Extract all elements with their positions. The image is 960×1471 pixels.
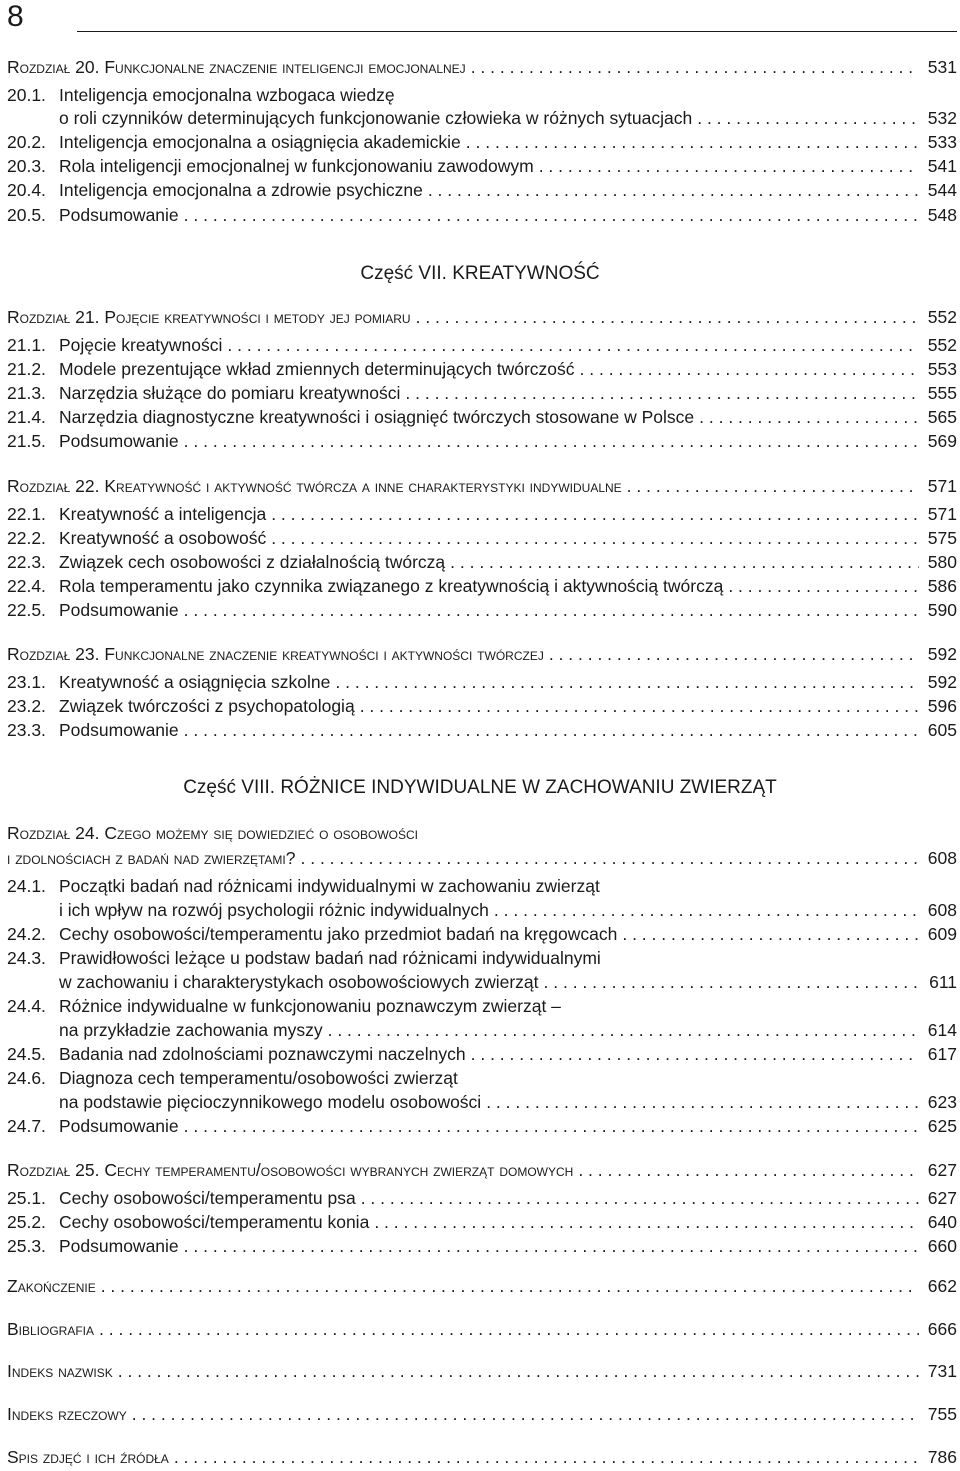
page-ref: 666 — [927, 1319, 957, 1339]
leader-dots — [328, 1019, 919, 1041]
section-24-1-entry-line2[interactable] — [7, 899, 957, 921]
page-ref: 532 — [927, 108, 957, 128]
section-title: Związek twórczości z psychopatologią — [59, 696, 355, 716]
section-title-cont: i ich wpływ na rozwój psychologii różnic indywidualnych — [59, 900, 489, 920]
leader-dots — [549, 643, 919, 665]
section-title: Inteligencja emocjonalna a zdrowie psychiczne — [59, 180, 423, 200]
section-title: Cechy osobowości/temperamentu psa — [59, 1188, 356, 1208]
section-title: Cechy osobowości/temperamentu konia — [59, 1212, 370, 1232]
section-title: Rola inteligencji emocjonalnej w funkcjonowaniu zawodowym — [59, 156, 534, 176]
zakonczenie-entry[interactable] — [7, 1275, 957, 1297]
section-title-cont: w zachowaniu i charakterystykach osobowościowych zwierząt — [59, 972, 539, 992]
section-25-1-entry[interactable] — [7, 1187, 957, 1209]
section-title-cont: na podstawie pięcioczynnikowego modelu osobowości — [59, 1092, 482, 1112]
chapter-title: Rozdział 21. Pojęcie kreatywności i metody jej pomiaru — [7, 307, 411, 327]
section-24-6-entry-line2[interactable] — [7, 1091, 957, 1113]
leader-dots — [580, 358, 919, 380]
section-title: Modele prezentujące wkład zmiennych determinujących twórczość — [59, 359, 575, 379]
leader-dots — [450, 551, 919, 573]
section-24-6-entry-line1[interactable] — [7, 1067, 957, 1089]
section-20-2-entry[interactable] — [7, 131, 957, 153]
section-title: Cechy osobowości/temperamentu jako przedmiot badań na kręgowcach — [59, 924, 618, 944]
section-number: 22.1. — [7, 504, 46, 524]
section-title: Inteligencja emocjonalna a osiągnięcia akademickie — [59, 132, 461, 152]
page-ref: 565 — [927, 407, 957, 427]
chapter-24-entry-line1[interactable] — [7, 822, 957, 844]
section-title: Narzędzia służące do pomiaru kreatywności — [59, 383, 401, 403]
leader-dots — [405, 382, 919, 404]
leader-dots — [578, 1159, 919, 1181]
page-ref: 569 — [927, 431, 957, 451]
section-title: Związek cech osobowości z działalnością twórczą — [59, 552, 446, 572]
indeks-rzeczowy-entry[interactable] — [7, 1403, 957, 1425]
section-title: Narzędzia diagnostyczne kreatywności i osiągnięć twórczych stosowane w Polsce — [59, 407, 695, 427]
section-20-1-entry-line2[interactable] — [7, 107, 957, 129]
leader-dots — [494, 899, 919, 921]
section-number: 20.2. — [7, 132, 46, 152]
page-ref: 662 — [927, 1276, 957, 1296]
page-ref: 575 — [927, 528, 957, 548]
page-ref: 786 — [927, 1447, 957, 1467]
chapter-title-cont: i zdolnościach z badań nad zwierzętami? — [7, 848, 296, 868]
page-ref: 544 — [927, 180, 957, 200]
section-23-1-entry[interactable] — [7, 671, 957, 693]
page-ref: 541 — [927, 156, 957, 176]
section-number: 24.7. — [7, 1116, 46, 1136]
section-22-4-entry[interactable] — [7, 575, 957, 597]
section-number: 24.3. — [7, 948, 46, 968]
chapter-title: Rozdział 22. Kreatywność i aktywność twórcza a inne charakterystyki indywidualne — [7, 476, 622, 496]
section-number: 24.1. — [7, 876, 46, 896]
chapter-24-entry-line2[interactable] — [7, 847, 957, 869]
chapter-title: Rozdział 20. Funkcjonalne znaczenie inteligencji emocjonalnej — [7, 57, 466, 77]
leader-dots — [184, 1235, 919, 1257]
page-ref: 552 — [927, 335, 957, 355]
page-ref: 731 — [927, 1361, 957, 1381]
section-24-1-entry-line1[interactable] — [7, 875, 957, 897]
section-title: Kreatywność a osobowość — [59, 528, 267, 548]
section-22-2-entry[interactable] — [7, 527, 957, 549]
section-number: 20.4. — [7, 180, 46, 200]
page-ref: 614 — [927, 1020, 957, 1040]
section-number: 24.4. — [7, 996, 46, 1016]
chapter-22-entry[interactable] — [7, 475, 957, 497]
leader-dots — [699, 406, 919, 428]
leader-dots — [539, 155, 919, 177]
section-number: 24.2. — [7, 924, 46, 944]
leader-dots — [301, 847, 920, 869]
section-23-2-entry[interactable] — [7, 695, 957, 717]
back-matter-title: Indeks nazwisk — [7, 1361, 113, 1381]
section-title: Podsumowanie — [59, 431, 179, 451]
leader-dots — [184, 599, 919, 621]
section-22-5-entry[interactable] — [7, 599, 957, 621]
page-ref: 531 — [927, 57, 957, 77]
section-number: 21.5. — [7, 431, 46, 451]
section-number: 23.1. — [7, 672, 46, 692]
page-ref: 553 — [927, 359, 957, 379]
leader-dots — [471, 1043, 919, 1065]
section-number: 24.6. — [7, 1068, 46, 1088]
section-number: 21.3. — [7, 383, 46, 403]
section-24-3-entry-line1[interactable] — [7, 947, 957, 969]
leader-dots — [184, 430, 919, 452]
section-number: 22.3. — [7, 552, 46, 572]
section-title: Pojęcie kreatywności — [59, 335, 223, 355]
chapter-25-entry[interactable] — [7, 1159, 957, 1181]
leader-dots — [697, 107, 919, 129]
section-24-4-entry-line2[interactable] — [7, 1019, 957, 1041]
section-number: 25.3. — [7, 1236, 46, 1256]
section-number: 21.1. — [7, 335, 46, 355]
page-ref: 625 — [927, 1116, 957, 1136]
page-ref: 608 — [927, 848, 957, 868]
section-number: 22.2. — [7, 528, 46, 548]
page-ref: 592 — [927, 672, 957, 692]
leader-dots — [374, 1211, 919, 1233]
section-21-5-entry[interactable] — [7, 430, 957, 452]
back-matter-title: Bibliografia — [7, 1319, 95, 1339]
leader-dots — [99, 1318, 919, 1340]
page-ref: 596 — [927, 696, 957, 716]
leader-dots — [184, 204, 919, 226]
section-title: Prawidłowości leżące u podstaw badań nad różnicami indywidualnymi — [59, 948, 601, 968]
leader-dots — [544, 971, 919, 993]
chapter-title: Rozdział 23. Funkcjonalne znaczenie kreatywności i aktywności twórczej — [7, 644, 544, 664]
section-title: Rola temperamentu jako czynnika związanego z kreatywnością i aktywnością twórczą — [59, 576, 724, 596]
leader-dots — [416, 306, 919, 328]
page-ref: 533 — [927, 132, 957, 152]
page-ref: 590 — [927, 600, 957, 620]
chapter-21-entry[interactable] — [7, 306, 957, 328]
bibliografia-entry[interactable] — [7, 1318, 957, 1340]
leader-dots — [466, 131, 919, 153]
section-number: 20.1. — [7, 85, 46, 105]
leader-dots — [184, 719, 919, 741]
page-ref: 548 — [927, 205, 957, 225]
page-ref: 571 — [927, 504, 957, 524]
section-title: Diagnoza cech temperamentu/osobowości zwierząt — [59, 1068, 458, 1088]
leader-dots — [360, 695, 919, 717]
section-title: Kreatywność a osiągnięcia szkolne — [59, 672, 331, 692]
chapter-title: Rozdział 25. Cechy temperamentu/osobowości wybranych zwierząt domowych — [7, 1160, 574, 1180]
leader-dots — [486, 1091, 919, 1113]
leader-dots — [361, 1187, 919, 1209]
page-ref: 608 — [927, 900, 957, 920]
section-24-2-entry[interactable] — [7, 923, 957, 945]
leader-dots — [428, 179, 919, 201]
page-ref: 660 — [927, 1236, 957, 1256]
leader-dots — [335, 671, 919, 693]
section-title: Kreatywność a inteligencja — [59, 504, 267, 524]
leader-dots — [184, 1115, 919, 1137]
page-number: 8 — [7, 0, 24, 33]
leader-dots — [101, 1275, 919, 1297]
section-21-4-entry[interactable] — [7, 406, 957, 428]
page-ref: 611 — [929, 972, 957, 992]
page-ref: 627 — [927, 1160, 957, 1180]
section-title: Podsumowanie — [59, 1236, 179, 1256]
section-20-3-entry[interactable] — [7, 155, 957, 177]
section-22-3-entry[interactable] — [7, 551, 957, 573]
section-21-3-entry[interactable] — [7, 382, 957, 404]
section-number: 25.2. — [7, 1212, 46, 1232]
chapter-23-entry[interactable] — [7, 643, 957, 665]
leader-dots — [271, 503, 919, 525]
page-ref: 627 — [927, 1188, 957, 1208]
section-22-1-entry[interactable] — [7, 503, 957, 525]
leader-dots — [132, 1403, 919, 1425]
section-title: Podsumowanie — [59, 720, 179, 740]
section-title: Różnice indywidualne w funkcjonowaniu poznawczym zwierząt – — [59, 996, 561, 1016]
header-rule — [77, 31, 957, 32]
spis-zdjec-entry[interactable] — [7, 1446, 957, 1468]
section-20-5-entry[interactable] — [7, 204, 957, 226]
section-24-3-entry-line2[interactable] — [7, 971, 957, 993]
section-number: 20.5. — [7, 205, 46, 225]
indeks-nazwisk-entry[interactable] — [7, 1360, 957, 1382]
page-ref: 605 — [927, 720, 957, 740]
chapter-title: Rozdział 24. Czego możemy się dowiedzieć o osobowości — [7, 823, 418, 843]
section-title: Podsumowanie — [59, 205, 179, 225]
chapter-20-entry[interactable] — [7, 56, 957, 78]
section-title: Badania nad zdolnościami poznawczymi naczelnych — [59, 1044, 466, 1064]
page-ref: 586 — [927, 576, 957, 596]
section-number: 21.2. — [7, 359, 46, 379]
section-number: 22.5. — [7, 600, 46, 620]
section-number: 24.5. — [7, 1044, 46, 1064]
page-ref: 640 — [927, 1212, 957, 1232]
section-number: 22.4. — [7, 576, 46, 596]
page-ref: 592 — [927, 644, 957, 664]
section-24-4-entry-line1[interactable] — [7, 995, 957, 1017]
page-ref: 580 — [927, 552, 957, 572]
section-number: 21.4. — [7, 407, 46, 427]
section-title-cont: na przykładzie zachowania myszy — [59, 1020, 323, 1040]
section-title: Inteligencja emocjonalna wzbogaca wiedzę — [59, 85, 395, 105]
section-25-2-entry[interactable] — [7, 1211, 957, 1233]
section-23-3-entry[interactable] — [7, 719, 957, 741]
leader-dots — [227, 334, 919, 356]
leader-dots — [471, 56, 919, 78]
page-ref: 552 — [927, 307, 957, 327]
section-number: 23.2. — [7, 696, 46, 716]
section-number: 23.3. — [7, 720, 46, 740]
section-number: 25.1. — [7, 1188, 46, 1208]
section-title: Podsumowanie — [59, 600, 179, 620]
section-21-2-entry[interactable] — [7, 358, 957, 380]
section-20-4-entry[interactable] — [7, 179, 957, 201]
leader-dots — [174, 1446, 919, 1468]
part-8-heading: Część VIII. RÓŻNICE INDYWIDUALNE W ZACHOWANIU ZWIERZĄT — [183, 777, 777, 798]
section-21-1-entry[interactable] — [7, 334, 957, 356]
page-ref: 555 — [927, 383, 957, 403]
section-20-1-entry-line1[interactable] — [7, 84, 957, 106]
section-title: Początki badań nad różnicami indywidualnymi w zachowaniu zwierząt — [59, 876, 600, 896]
page-header — [7, 0, 957, 36]
leader-dots — [728, 575, 919, 597]
back-matter-title: Spis zdjęć i ich źródła — [7, 1447, 169, 1467]
section-25-3-entry[interactable] — [7, 1235, 957, 1257]
back-matter-title: Indeks rzeczowy — [7, 1404, 127, 1424]
section-24-5-entry[interactable] — [7, 1043, 957, 1065]
page-ref: 609 — [927, 924, 957, 944]
section-title-cont: o roli czynników determinujących funkcjonowanie człowieka w różnych sytuacjach — [59, 108, 693, 128]
page-ref: 571 — [927, 476, 957, 496]
section-number: 20.3. — [7, 156, 46, 176]
leader-dots — [627, 475, 919, 497]
page-ref: 623 — [927, 1092, 957, 1112]
part-7-heading: Część VII. KREATYWNOŚĆ — [360, 263, 600, 284]
page-ref: 755 — [927, 1404, 957, 1424]
leader-dots — [622, 923, 919, 945]
section-24-7-entry[interactable] — [7, 1115, 957, 1137]
back-matter-title: Zakończenie — [7, 1276, 96, 1296]
section-title: Podsumowanie — [59, 1116, 179, 1136]
leader-dots — [271, 527, 919, 549]
leader-dots — [118, 1360, 919, 1382]
page-ref: 617 — [927, 1044, 957, 1064]
